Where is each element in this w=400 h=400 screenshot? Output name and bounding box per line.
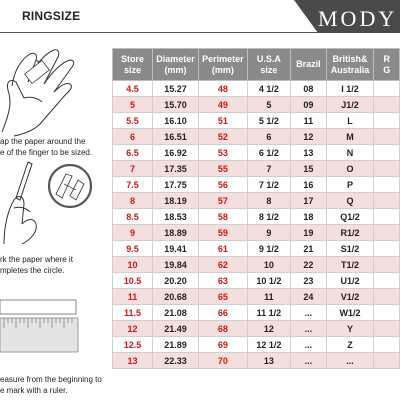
table-cell: 7 (113, 161, 153, 177)
table-cell: 63 (199, 273, 247, 289)
table-cell (374, 81, 400, 97)
table-cell: 12 1/2 (247, 337, 291, 353)
table-cell: V1/2 (326, 289, 374, 305)
table-cell: 8.5 (113, 209, 153, 225)
table-cell: 56 (199, 177, 247, 193)
table-cell: 49 (199, 97, 247, 113)
table-cell (374, 145, 400, 161)
table-cell (374, 241, 400, 257)
table-cell: 8 (247, 193, 291, 209)
hand-illustration (0, 42, 78, 138)
table-cell (374, 129, 400, 145)
table-cell: 13 (113, 353, 153, 369)
table-cell: 19.41 (152, 241, 198, 257)
instruction-step-1: ap the paper around the e of the finger to be sized. (0, 137, 93, 157)
table-cell: I 1/2 (326, 81, 374, 97)
table-cell: 9 (113, 225, 153, 241)
table-cell: 11 (291, 113, 326, 129)
table-cell: 6 (247, 129, 291, 145)
table-cell: 11 (247, 289, 291, 305)
table-cell: S1/2 (326, 241, 374, 257)
table-cell: 12.5 (113, 337, 153, 353)
table-cell: 62 (199, 257, 247, 273)
table-cell: 58 (199, 209, 247, 225)
table-row (113, 241, 400, 257)
magnifier-illustration (46, 162, 94, 210)
table-cell: 22.33 (152, 353, 198, 369)
table-cell: 18 (291, 209, 326, 225)
table-cell: 6 (113, 129, 153, 145)
table-cell: 10 1/2 (247, 273, 291, 289)
table-cell (374, 273, 400, 289)
table-cell: 53 (199, 145, 247, 161)
table-cell: 10.5 (113, 273, 153, 289)
table-row (113, 257, 400, 273)
table-row (113, 177, 400, 193)
table-cell (374, 353, 400, 369)
table-cell (374, 97, 400, 113)
table-cell: ... (291, 305, 326, 321)
table-cell: ... (291, 321, 326, 337)
page-title: RINGSIZE (22, 9, 81, 23)
table-cell: 4.5 (113, 81, 153, 97)
table-row (113, 209, 400, 225)
table-cell: ... (291, 353, 326, 369)
table-body (113, 81, 400, 369)
table-cell (374, 113, 400, 129)
table-cell: 15 (291, 161, 326, 177)
column-header: U.S.A size (247, 49, 291, 81)
table-cell: 16.10 (152, 113, 198, 129)
table-cell: 10 (247, 257, 291, 273)
table-cell: P (326, 177, 374, 193)
table-cell: ... (291, 337, 326, 353)
table-cell: 08 (291, 81, 326, 97)
table-cell: 21.08 (152, 305, 198, 321)
table-cell: 8 1/2 (247, 209, 291, 225)
table-cell: 48 (199, 81, 247, 97)
table-cell: 19.84 (152, 257, 198, 273)
table-row (113, 273, 400, 289)
table-cell: 6.5 (113, 145, 153, 161)
table-cell (374, 209, 400, 225)
table-cell: 21.49 (152, 321, 198, 337)
ruler-illustration (0, 296, 80, 356)
table-row (113, 225, 400, 241)
table-cell: 24 (291, 289, 326, 305)
table-cell: 5 (113, 97, 153, 113)
table-cell: Z (326, 337, 374, 353)
column-header: Diameter (mm) (152, 49, 198, 81)
instruction-step-2: rk the paper where it mpletes the circle. (0, 255, 73, 275)
table-cell: 15.70 (152, 97, 198, 113)
table-cell: 61 (199, 241, 247, 257)
table-cell: R1/2 (326, 225, 374, 241)
table-cell: 11 1/2 (247, 305, 291, 321)
table-cell: 17.35 (152, 161, 198, 177)
table-cell: 20.68 (152, 289, 198, 305)
header (0, 0, 400, 34)
table-cell: 23 (291, 273, 326, 289)
table-cell (374, 193, 400, 209)
table-cell: 9.5 (113, 241, 153, 257)
table-row (113, 193, 400, 209)
table-cell: 17.75 (152, 177, 198, 193)
table-cell (374, 321, 400, 337)
table-cell: 19 (291, 225, 326, 241)
table-cell: ... (326, 353, 374, 369)
table-row (113, 353, 400, 369)
table-cell: 21 (291, 241, 326, 257)
table-cell: 7 (247, 161, 291, 177)
table-cell: 20.20 (152, 273, 198, 289)
table-cell: 4 1/2 (247, 81, 291, 97)
table-cell: 57 (199, 193, 247, 209)
table-cell: 18.19 (152, 193, 198, 209)
table-cell (374, 225, 400, 241)
brand-logo-text: MODY (318, 6, 398, 31)
table-cell: Y (326, 321, 374, 337)
table-cell: 51 (199, 113, 247, 129)
table-cell: 17 (291, 193, 326, 209)
pencil-mark-illustration (0, 160, 48, 246)
column-header: Store size (113, 49, 153, 81)
table-cell: 11.5 (113, 305, 153, 321)
table-cell (374, 337, 400, 353)
table-cell (374, 177, 400, 193)
table-cell: 5 (247, 97, 291, 113)
table-cell: 12 (113, 321, 153, 337)
table-cell: 55 (199, 161, 247, 177)
table-cell: M (326, 129, 374, 145)
table-cell: 7.5 (113, 177, 153, 193)
table-cell: 52 (199, 129, 247, 145)
table-cell: 9 (247, 225, 291, 241)
table-cell: 16 (291, 177, 326, 193)
table-cell: 09 (291, 97, 326, 113)
table-row (113, 81, 400, 97)
column-header: British& Australia (326, 49, 374, 81)
table-cell: 59 (199, 225, 247, 241)
column-header: R G (374, 49, 400, 81)
table-cell: L (326, 113, 374, 129)
brand-banner (318, 0, 400, 33)
table-header-row (113, 49, 400, 81)
table-cell: 21.89 (152, 337, 198, 353)
table-cell (374, 289, 400, 305)
table-cell: 10 (113, 257, 153, 273)
instruction-panel (0, 34, 112, 400)
table-row (113, 337, 400, 353)
table-cell: Q (326, 193, 374, 209)
table-cell: T1/2 (326, 257, 374, 273)
ring-size-table (112, 48, 400, 369)
table-cell: 70 (199, 353, 247, 369)
table-cell: 12 (247, 321, 291, 337)
table-cell: 22 (291, 257, 326, 273)
table-cell: 66 (199, 305, 247, 321)
table-cell (374, 305, 400, 321)
table-row (113, 289, 400, 305)
table-row (113, 145, 400, 161)
table-row (113, 129, 400, 145)
table-cell: 65 (199, 289, 247, 305)
table-cell: 6 1/2 (247, 145, 291, 161)
table-cell: 8 (113, 193, 153, 209)
table-cell: 18.89 (152, 225, 198, 241)
table-cell: 68 (199, 321, 247, 337)
table-cell: 11 (113, 289, 153, 305)
table-row (113, 97, 400, 113)
table-cell: O (326, 161, 374, 177)
table-cell: 16.92 (152, 145, 198, 161)
table-cell: N (326, 145, 374, 161)
table-cell: Q1/2 (326, 209, 374, 225)
column-header: Brazil (291, 49, 326, 81)
table-cell: 15.27 (152, 81, 198, 97)
column-header: Perimeter (mm) (199, 49, 247, 81)
table-cell (374, 257, 400, 273)
table-cell: J1/2 (326, 97, 374, 113)
instruction-step-3: easure from the beginning to e mark with a ruler. (0, 375, 102, 395)
table-cell: 16.51 (152, 129, 198, 145)
table-row (113, 321, 400, 337)
table-cell: 5 1/2 (247, 113, 291, 129)
table-cell: 12 (291, 129, 326, 145)
table-row (113, 113, 400, 129)
table-cell: 69 (199, 337, 247, 353)
table-cell: W1/2 (326, 305, 374, 321)
table-cell: 18.53 (152, 209, 198, 225)
table-cell: 13 (247, 353, 291, 369)
table-cell: 13 (291, 145, 326, 161)
table-cell: 7 1/2 (247, 177, 291, 193)
table-cell (374, 161, 400, 177)
table-cell: 9 1/2 (247, 241, 291, 257)
table-cell: 5.5 (113, 113, 153, 129)
table-cell: U1/2 (326, 273, 374, 289)
table-row (113, 305, 400, 321)
table-row (113, 161, 400, 177)
